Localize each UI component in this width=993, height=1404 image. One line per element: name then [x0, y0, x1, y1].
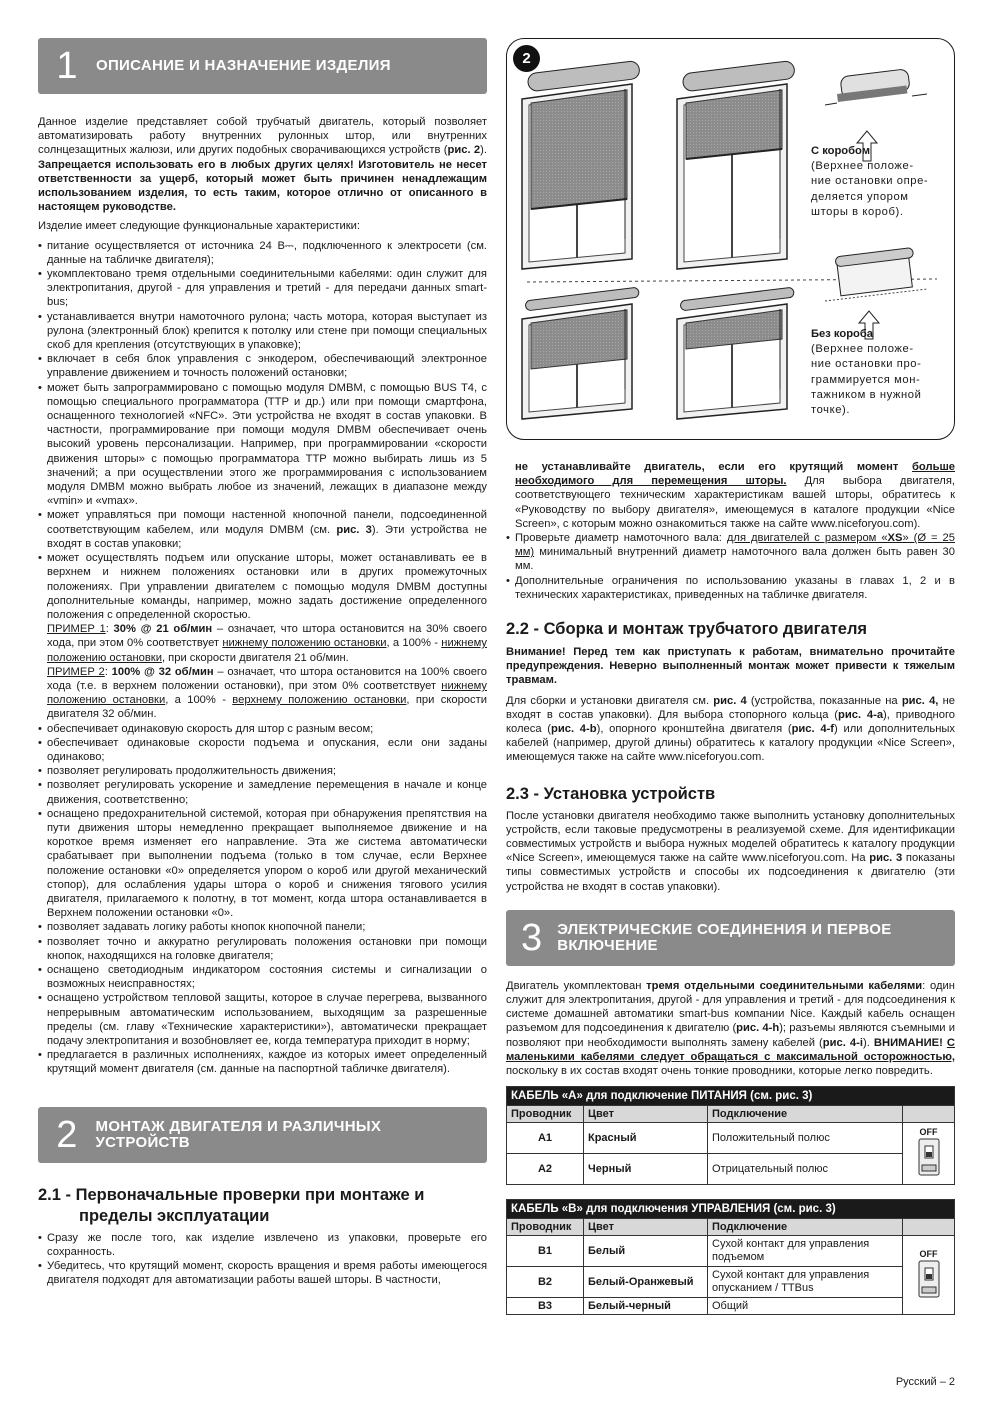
paragraph: Для сборки и установки двигателя см. рис. 4 (устройства, показанные на рис. 4, не входят в состав упаковки). Для выбора стопорного кольца (рис. 4-a), приводного колеса (рис. 4-b), опорного кронштейна двигателя (рис. 4-f) или дополнительных кабелей (например, другой длины) обратитесь к каталогу продукции «Nice Screen», имеющемуся также на сайте www.niceforyou.com.	[506, 694, 956, 764]
list-item: • Дополнительные ограничения по использованию указаны в главах 1, 2 и в технических характеристиках, приведенных на табличке двигателя.	[506, 574, 955, 602]
list-item: • Убедитесь, что крутящий момент, скорость вращения и время работы имеющегося двигателя подходят для автоматизации работы вашей шторы. В частности,	[38, 1259, 487, 1287]
list-item: • может управляться при помощи настенной кнопочной панели, подсоединенной соответствующим кабелем, или модуля DMBM (см. рис. 3). Эти устройства не входят в состав упаковки;	[38, 508, 487, 551]
subsection-2-3-heading: 2.3 - Установка устройств	[506, 784, 716, 803]
list-item: • позволяет регулировать ускорение и замедление перемещения в начале и конце движения, соответственно;	[38, 778, 487, 806]
section-number: 1	[56, 45, 78, 87]
window-nobox-down	[522, 287, 639, 419]
section-2-banner	[38, 1107, 487, 1163]
warning-paragraph: Внимание! Перед тем как приступать к работам, внимательно прочитайте предупреждения. Неверно выполненный монтаж может привести к тяжелым травмам.	[506, 646, 955, 687]
section-number: 3	[521, 916, 543, 959]
column-header: Цвет	[584, 1219, 708, 1236]
cable-b-table	[506, 1199, 955, 1315]
section-3-banner	[506, 910, 955, 966]
figure-2	[506, 38, 955, 440]
list-item: • Проверьте диаметр намоточного вала: для двигателей с размером «XS» (Ø = 25 мм) минимальный внутренний диаметр намоточного вала должен быть равен 30 мм.	[506, 531, 955, 574]
section-title: ЭЛЕКТРИЧЕСКИЕ СОЕДИНЕНИЯ И ПЕРВОЕ ВКЛЮЧЕНИЕ	[557, 921, 892, 954]
column-header: Подключение	[708, 1219, 903, 1236]
table-row: A1 Красный Положительный полюс OFF	[507, 1123, 955, 1154]
electrical-paragraph: Двигатель укомплектован тремя отдельными соединительными кабелями: один служит для электропитания, другой - для управления и третий - для подсоединения к системе домашней автоматики smart-bus компании Nice. Каждый кабель оснащен разъемом для подсоединения к двигателю (рис. 4-h); разъемы являются съемными и позволяют при необходимости выполнять замену кабелей (рис. 4-i). ВНИМАНИЕ! С маленькими кабелями следует обращаться с максимальной осторожностью, поскольку в их состав входят очень тонкие проводники, которые легко повредить.	[506, 979, 955, 1078]
list-item: • обеспечивает одинаковые скорости подъема и опускания, если они заданы одинаково;	[38, 736, 487, 764]
table-row: B2 Белый-Оранжевый Сухой контакт для управления опусканием / TTBus	[507, 1267, 955, 1298]
list-item: • оснащено предохранительной системой, которая при обнаружения препятствия на пути движения шторы немедленно прекращает выполняемое движение и на короткое время изменяет его направление. Эта же система автоматически срабатывает при выполнении подъема (только в том случае, если Верхнее положение остановки «0» определяется упором о короб или другой механический стопор), для ослабления удары штора о короб и снижения тягового усилия двигателя, прилагаемого к полотну, в тот момент, когда штора останавливается в Верхнем положении остановки «0».	[38, 807, 487, 921]
column-header: Проводник	[507, 1219, 584, 1236]
figure-number: 2	[513, 45, 540, 72]
list-item: • включает в себя блок управления с энкодером, обеспечивающий электронное управление движением и точность положений остановки;	[38, 352, 487, 380]
breaker-switch-icon: OFF	[903, 1123, 955, 1185]
features-list	[38, 239, 487, 1077]
detail-without-box	[825, 247, 927, 339]
window-boxed-up	[677, 60, 795, 269]
list-item: • позволяет задавать логику работы кнопок кнопочной панели;	[38, 920, 487, 934]
paragraph: После установки двигателя необходимо также выполнить установку дополнительных устройств, если таковые предусмотрены в реализуемой схеме. Для идентификации совместимых устройств и выбора нужных моделей обратитесь к каталогу продукции «Nice Screen», имеющемуся также на сайте www.niceforyou.com. На рис. 3 показаны типы совместимых устройств и способы их подсоединения к двигателю (эти устройства не входят в состав упаковки).	[506, 809, 956, 893]
section-1-banner	[38, 38, 487, 94]
table-row: B1 Белый Сухой контакт для управления подъемом OFF	[507, 1236, 955, 1267]
column-header: Цвет	[584, 1106, 708, 1123]
breaker-switch-icon: OFF	[903, 1236, 955, 1315]
table-row: B3 Белый-черный Общий	[507, 1298, 955, 1315]
column-header: Проводник	[507, 1106, 584, 1123]
window-boxed-down	[522, 60, 640, 269]
intro-paragraph: Данное изделие представляет собой трубчатый двигатель, который позволяет автоматизировать работу внутренних рулонных штор, или внутренних солнцезащитных жалюзи, или других подобных сворачивающихся устройств (рис. 2). Запрещается использовать его в любых других целях! Изготовитель не несет ответственности за ущерб, который может быть причинен ненадлежащим использованием изделия, то есть таким, которое отлично от описанного в настоящем руководстве.	[38, 116, 488, 214]
list-item: • обеспечивает одинаковую скорость для штор с разным весом;	[38, 722, 487, 736]
features-lead: Изделие имеет следующие функциональные характеристики:	[38, 220, 361, 233]
list-item: • может быть запрограммировано с помощью модуля DMBM, с помощью BUS T4, с помощью специального программатора (TTP и др.) или при помощи смартфона, оснащенного технологией «NFC». Эти устройства не входят в состав упаковки. В частности, программирование при помощи модуля DMBM обеспечивает очень высокий уровень персонализации. Например, при программировании «скорости движения шторы» с помощью программатора TTP можно выбирать лишь из 5 значений; а при осуществлении этого же программирования с использованием модуля DMBM можно выбрать любое из значений, лежащих в диапазоне между «vmin» и «vmax».	[38, 381, 487, 509]
section-title: ОПИСАНИЕ И НАЗНАЧЕНИЕ ИЗДЕЛИЯ	[96, 57, 391, 75]
section-title: МОНТАЖ ДВИГАТЕЛЯ И РАЗЛИЧНЫХ УСТРОЙСТВ	[95, 1117, 382, 1151]
caption-with-box: С коробом (Верхнее положе- ние остановки опре- деляется упором шторы в короб).	[811, 145, 929, 218]
left-column	[38, 38, 487, 1287]
checks-list-continued	[506, 531, 955, 602]
list-item: • может осуществлять подъем или опускание шторы, может останавливать ее в верхнем и нижнем положениях остановки или в других промежуточных положениях. При управлении двигателем с помощью модуля DMBM доступны дополнительные команды, например, можно задать достижение определенного положения с определенной скоростью. ПРИМЕР 1: 30% @ 21 об/мин – означает, что штора остановится на 30% своего хода, при этом 0% соответствует нижнему положению остановки, а 100% - нижнему положению остановки, при скорости двигателя 21 об/мин. ПРИМЕР 2: 100% @ 32 об/мин – означает, что штора остановится на 100% своего хода (т.е. в верхнем положении остановки), при этом 0% соответствует нижнему положению остановки, а 100% - верхнему положению остановки, при скорости двигателя 32 об/мин.	[38, 551, 487, 721]
window-nobox-up	[677, 287, 794, 419]
subsection-2-1-heading: 2.1 - Первоначальные проверки при монтаже и пределы эксплуатации	[38, 1185, 425, 1225]
section-number: 2	[56, 1113, 78, 1156]
right-column	[506, 38, 955, 1315]
checks-continued	[506, 460, 955, 602]
caption-without-box: Без короба (Верхнее положе- ние остановки про- граммируется мон- тажником в нужной точке).	[811, 328, 922, 417]
list-item: • Сразу же после того, как изделие извлечено из упаковки, проверьте его сохранность.	[38, 1231, 487, 1259]
page-footer: Русский – 2	[895, 1376, 955, 1388]
list-item: • оснащено устройством тепловой защиты, которое в случае перегрева, вызванного непрерывным автоматическим использованием, выходящим за разрешенные пределы (см. главу «Технические характеристики»), автоматически прекращает подачу электропитания и возобновляет ее, когда температура приходит в норму;	[38, 991, 487, 1048]
checks-list	[38, 1231, 487, 1288]
column-header: Подключение	[708, 1106, 903, 1123]
list-item: • позволяет регулировать продолжительность движения;	[38, 764, 487, 778]
list-item: • позволяет точно и аккуратно регулировать положения остановки при помощи кнопок, находящихся на головке двигателя;	[38, 935, 487, 963]
list-item: • предлагается в различных исполнениях, каждое из которых имеет определенный крутящий момент двигателя (см. данные на паспортной табличке двигателя).	[38, 1048, 487, 1076]
subsection-2-2-heading: 2.2 - Сборка и монтаж трубчатого двигателя	[506, 620, 868, 639]
table-title: КАБЕЛЬ «А» для подключение ПИТАНИЯ (см. рис. 3)	[507, 1087, 955, 1106]
list-item: • укомплектовано тремя отдельными соединительными кабелями: один служит для электропитания, другой - для управления и третий - для передачи данных smart-bus;	[38, 267, 487, 310]
table-row: A2 Черный Отрицательный полюс	[507, 1154, 955, 1185]
list-item: • оснащено светодиодным индикатором состояния системы и сигнализации о возможных неисправностях;	[38, 963, 487, 991]
table-title: КАБЕЛЬ «В» для подключения УПРАВЛЕНИЯ (см. рис. 3)	[507, 1200, 955, 1219]
list-item: • питание осуществляется от источника 24 В⎓, подключенного к электросети (см. данные на табличке двигателя);	[38, 239, 487, 267]
paragraph: не устанавливайте двигатель, если его крутящий момент больше необходимого для перемещения шторы. Для выбора двигателя, соответствующего техническим характеристикам вашей шторы, обратитесь к «Руководству по выбору двигателя», имеющемуся в каталоге продукции «Nice Screen», с которым можно ознакомиться также на сайте www.niceforyou.com).	[515, 461, 955, 530]
cable-a-table	[506, 1086, 955, 1185]
list-item: • устанавливается внутри намоточного рулона; часть мотора, которая выступает из рулона (электронный блок) крепится к потолку или стене при помощи специальных скоб для крепления (отсутствующих в упаковке);	[38, 310, 487, 353]
